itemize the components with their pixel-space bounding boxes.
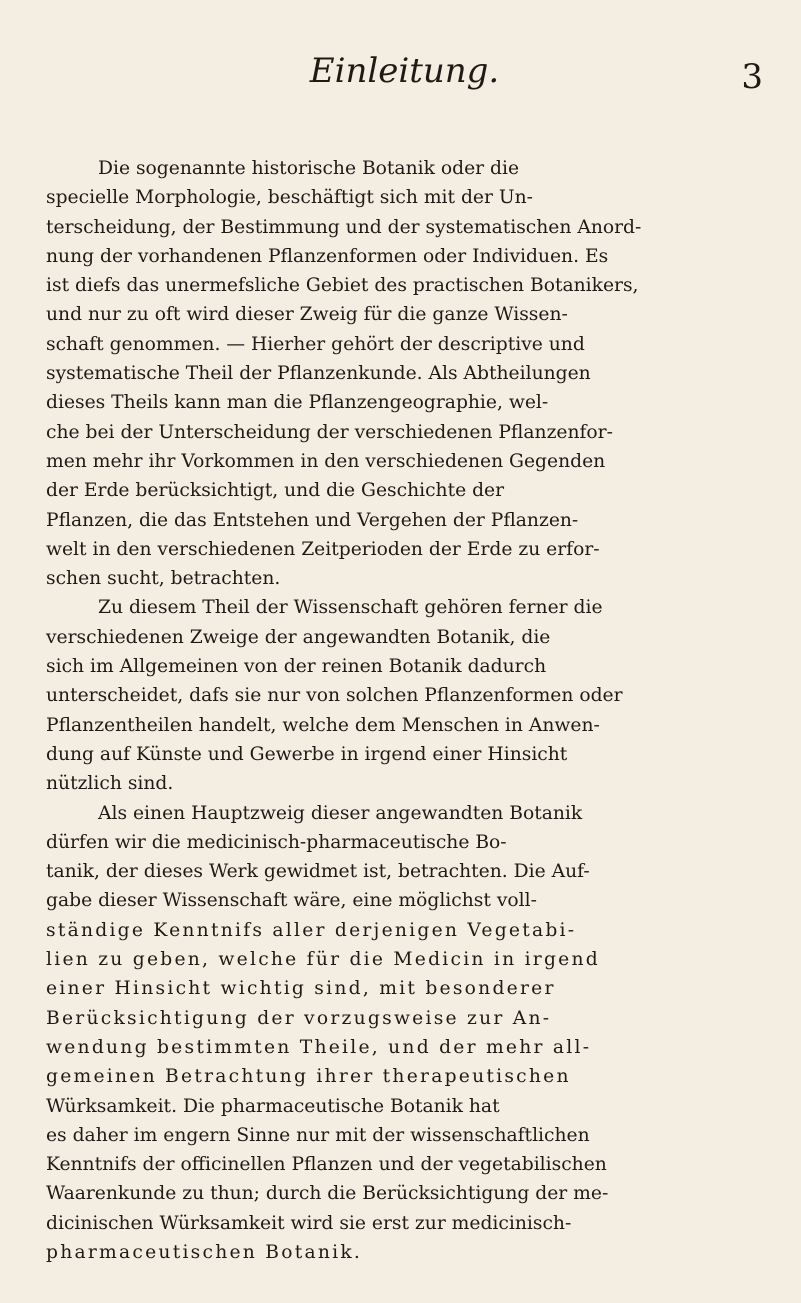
text-line: der Erde berücksichtigt, und die Geschichte der <box>46 480 505 502</box>
text-line: systematische Theil der Pflanzenkunde. Als Abtheilungen <box>46 363 591 385</box>
text-line: Als einen Hauptzweig dieser angewandten Botanik <box>98 802 583 824</box>
text-line: sich im Allgemeinen von der reinen Botanik dadurch <box>46 656 547 678</box>
main-text <box>46 154 763 1267</box>
text-line: lien zu geben, welche für die Medicin in irgend <box>46 949 600 971</box>
running-head: Einleitung. <box>309 51 500 91</box>
text-line: dung auf Künste und Gewerbe in irgend einer Hinsicht <box>46 743 568 765</box>
text-line: dicinischen Würksamkeit wird sie erst zur medicinisch- <box>46 1212 572 1234</box>
text-line: es daher im engern Sinne nur mit der wissenschaftlichen <box>46 1124 590 1146</box>
text-line: gabe dieser Wissenschaft wäre, eine möglichst voll- <box>46 890 537 912</box>
text-line: wendung bestimmten Theile, und der mehr all- <box>46 1036 592 1058</box>
text-line: Berücksichtigung der vorzugsweise zur An- <box>46 1007 552 1029</box>
text-line: und nur zu oft wird dieser Zweig für die ganze Wissen- <box>46 304 568 326</box>
text-line: welt in den verschiedenen Zeitperioden der Erde zu erfor- <box>46 538 600 560</box>
text-line: terscheidung, der Bestimmung und der systematischen Anord- <box>46 216 642 238</box>
text-line: Würksamkeit. Die pharmaceutische Botanik hat <box>46 1095 500 1117</box>
text-line: Pflanzentheilen handelt, welche dem Menschen in Anwen- <box>46 714 600 736</box>
text-line: pharmaceutischen Botanik. <box>46 1241 363 1263</box>
text-line: schaft genommen. — Hierher gehört der descriptive und <box>46 333 585 355</box>
text-line: Pflanzen, die das Entstehen und Vergehen der Pflanzen- <box>46 509 579 531</box>
page-number: 3 <box>741 57 763 97</box>
text-line: Die sogenannte historische Botanik oder die <box>98 158 519 179</box>
text-line: nützlich sind. <box>46 773 174 795</box>
text-line: nung der vorhandenen Pflanzenformen oder Individuen. Es <box>46 245 609 267</box>
text-line: che bei der Unterscheidung der verschiedenen Pflanzenfor- <box>46 421 613 443</box>
text-line: unterscheidet, dafs sie nur von solchen Pflanzenformen oder <box>46 685 623 707</box>
text-line: dieses Theils kann man die Pflanzengeographie, wel- <box>46 392 549 414</box>
text-line: men mehr ihr Vorkommen in den verschiedenen Gegenden <box>46 450 606 472</box>
text-line: Waarenkunde zu thun; durch die Berücksichtigung der me- <box>46 1183 609 1205</box>
page-header <box>46 51 763 112</box>
text-line: ist diefs das unermefsliche Gebiet des practischen Botanikers, <box>46 275 639 297</box>
text-line: dürfen wir die medicinisch-pharmaceutische Bo- <box>46 831 507 853</box>
text-line: Kenntnifs der officinellen Pflanzen und der vegetabilischen <box>46 1154 607 1176</box>
text-line: gemeinen Betrachtung ihrer therapeutischen <box>46 1066 571 1088</box>
text-line: tanik, der dieses Werk gewidmet ist, betrachten. Die Auf- <box>46 861 590 883</box>
text-line: einer Hinsicht wichtig sind, mit besonderer <box>46 978 556 1000</box>
text-line: specielle Morphologie, beschäftigt sich mit der Un- <box>46 187 533 209</box>
text-line: ständige Kenntnifs aller derjenigen Vegetabi- <box>46 919 577 941</box>
text-line: Zu diesem Theil der Wissenschaft gehören ferner die <box>98 597 603 619</box>
text-line: schen sucht, betrachten. <box>46 568 281 590</box>
text-line: verschiedenen Zweige der angewandten Botanik, die <box>46 626 551 648</box>
